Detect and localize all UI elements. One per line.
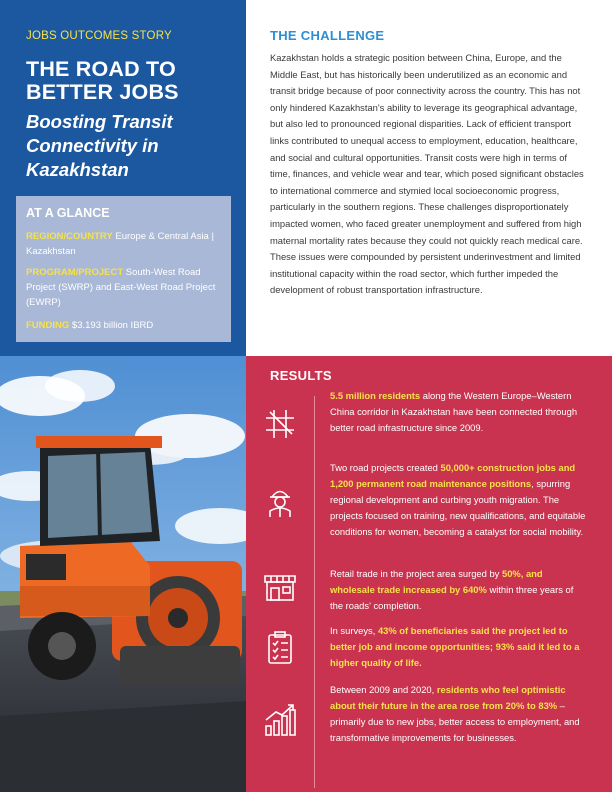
glance-region	[26, 229, 226, 259]
program-label: PROGRAM/PROJECT	[26, 267, 124, 278]
result-item: Retail trade in the project area surged by 50%, and wholesale trade increased by 640% within three years of the roads' completion.	[330, 568, 574, 611]
road-roller-illustration	[0, 356, 246, 792]
program-value: South-West Road Project (SWRP) and East-West Road Project (EWRP)	[26, 267, 216, 308]
region-label: REGION/COUNTRY	[26, 231, 113, 242]
storefront-icon	[262, 568, 298, 604]
at-a-glance-box	[16, 196, 231, 342]
road-interchange-icon	[262, 406, 298, 442]
page-title: THE ROAD TO BETTER JOBS	[26, 57, 179, 104]
region-value: Europe & Central Asia | Kazakhstan	[26, 231, 214, 257]
growth-chart-icon	[262, 702, 298, 738]
survey-clipboard-icon	[262, 630, 298, 666]
header-panel	[0, 0, 246, 356]
results-heading: RESULTS	[270, 368, 332, 383]
challenge-heading: THE CHALLENGE	[270, 28, 385, 43]
challenge-body: Kazakhstan holds a strategic position between China, Europe, and the Middle East, but has historically been underutilized as an economic and transit bridge because of poor connectivity across the country. This has not only hindered Kazakhstan's ability to leverage its geographical advantage, but also led to pronounced regional disparities. Lack of efficient transport links contributed to unequal access to employment, education, healthcare, and social and cultural opportunities. Transit costs were high in terms of time, finances, and vehicle wear and tear, which posed significant obstacles to international commerce and stymied local socioeconomic progress, particularly in the southern regions. These challenges disproportionately impacted women, who faced greater unemployment and suffered from high maternal mortality rates because they could not quickly reach medical care. These issues were compounded by persistent underinvestment and limited institutional capacity within the road sector, which further impeded the development of robust transportation infrastructure.	[270, 52, 584, 296]
construction-worker-icon	[262, 483, 298, 519]
result-item: 5.5 million residents along the Western Europe–Western China corridor in Kazakhstan have been connected through better road infrastructure since 2009.	[330, 390, 578, 433]
funding-value: $3.193 billion IBRD	[71, 320, 154, 331]
result-item: Two road projects created 50,000+ construction jobs and 1,200 permanent road maintenance positions, spurring regional development and curbing youth migration. The projects focused on training, new qualifications, and equitable conditions for women, becoming a catalyst for social mobility.	[330, 462, 586, 537]
page-subtitle: Boosting Transit Connectivity in Kazakhstan	[26, 111, 173, 180]
result-item: Between 2009 and 2020, residents who feel optimistic about their future in the area rose from 20% to 83% – primarily due to new jobs, better access to employment, and transformative improvements for businesses.	[330, 684, 580, 743]
results-panel	[246, 356, 612, 792]
kicker-label: JOBS OUTCOMES STORY	[26, 30, 172, 42]
glance-funding	[26, 318, 226, 333]
funding-label: FUNDING	[26, 320, 70, 331]
results-divider	[314, 396, 315, 788]
result-item: In surveys, 43% of beneficiaries said the project led to better job and income opportunities; 93% said it led to a higher quality of life.	[330, 625, 580, 668]
glance-program	[26, 265, 226, 310]
road-roller-photo	[0, 356, 246, 792]
glance-heading: AT A GLANCE	[26, 206, 110, 220]
